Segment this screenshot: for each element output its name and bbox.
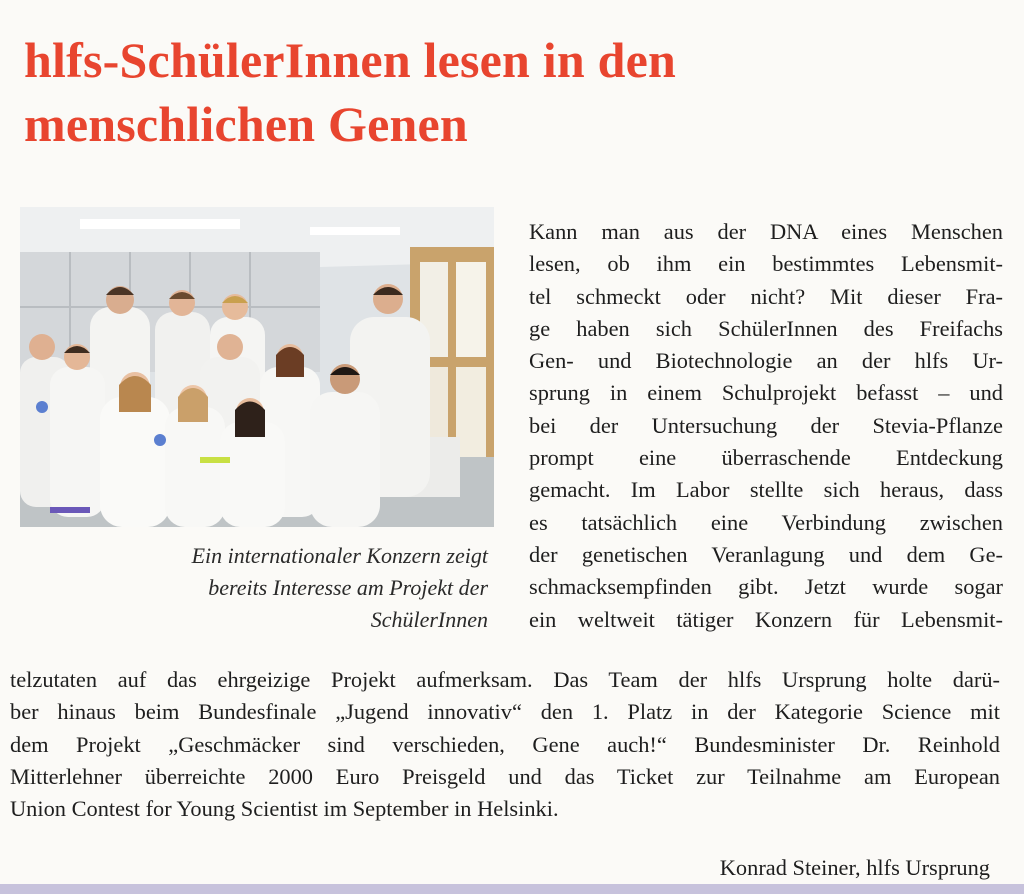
headline-line-1: hlfs-SchülerInnen lesen in den (24, 32, 676, 88)
page-bottom-band (0, 884, 1024, 894)
body-line: bei der Untersuchung der Stevia-Pflanze (529, 412, 1003, 438)
caption-line: SchülerInnen (370, 607, 488, 632)
body-line: ge haben sich SchülerInnen des Freifachs (529, 315, 1003, 341)
body-line: Mitterlehner überreichte 2000 Euro Preisgeld und das Ticket zur Teilnahme am European (10, 763, 1000, 789)
body-line: prompt eine überraschende Entdeckung (529, 445, 1003, 471)
body-line: es tatsächlich eine Verbindung zwischen (529, 509, 1003, 535)
photo-caption (60, 540, 488, 636)
article-body-full-width (10, 664, 1000, 825)
body-line: gemacht. Im Labor stellte sich heraus, dass (529, 477, 1003, 503)
group-of-students-in-lab-coats-icon (20, 207, 494, 527)
lab-group-photo (20, 207, 494, 527)
caption-line: bereits Interesse am Projekt der (208, 575, 488, 600)
body-line: telzutaten auf das ehrgeizige Projekt aufmerksam. Das Team der hlfs Ursprung holte darü- (10, 667, 1000, 692)
body-line: Kann man aus der DNA eines Menschen (529, 219, 1003, 244)
article-headline (24, 28, 924, 156)
body-line: ein weltweit tätiger Konzern für Lebensmit- (529, 606, 1003, 632)
body-line: Union Contest for Young Scientist im September in Helsinki. (10, 796, 559, 822)
article-author: Konrad Steiner, hlfs Ursprung (719, 855, 990, 880)
body-line: der genetischen Veranlagung und dem Ge- (529, 541, 1003, 567)
body-line: schmacksempfinden gibt. Jetzt wurde sogar (529, 574, 1003, 600)
article-body-column (529, 216, 1003, 636)
caption-line: Ein internationaler Konzern zeigt (191, 543, 488, 568)
body-line: Gen- und Biotechnologie an der hlfs Ur- (529, 348, 1003, 374)
body-line: lesen, ob ihm ein bestimmtes Lebensmit- (529, 251, 1003, 277)
headline-line-2: menschlichen Genen (24, 96, 468, 152)
body-line: sprung in einem Schulprojekt befasst – und (529, 380, 1003, 406)
body-line: dem Projekt „Geschmäcker sind verschieden, Gene auch!“ Bundesminister Dr. Reinhold (10, 731, 1000, 757)
body-line: tel schmeckt oder nicht? Mit dieser Fra- (529, 283, 1003, 309)
body-line: ber hinaus beim Bundesfinale „Jugend innovativ“ den 1. Platz in der Kategorie Science mit (10, 699, 1000, 725)
